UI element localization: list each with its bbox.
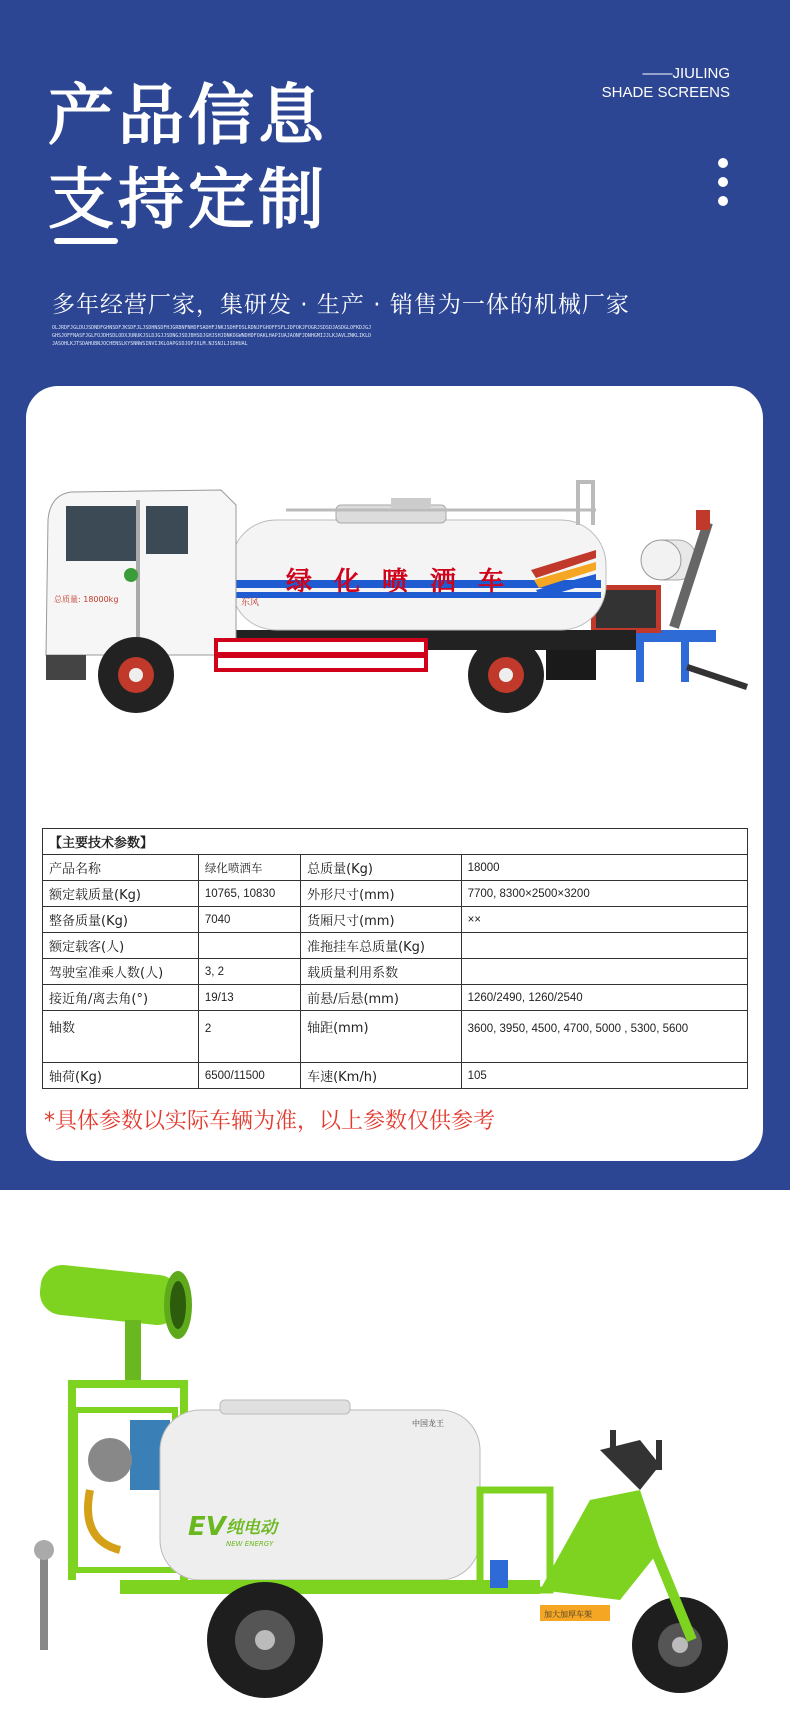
table-cell: 驾驶室准乘人数(人) <box>43 959 199 985</box>
table-cell: 载质量利用系数 <box>301 959 462 985</box>
electric-sprayer-tricycle-image <box>20 1250 780 1710</box>
table-cell: 额定载客(人) <box>43 933 199 959</box>
more-icon <box>718 158 730 215</box>
table-row <box>43 1011 748 1063</box>
table-cell: 3600, 3950, 4500, 4700, 5000 , 5300, 5600 <box>461 1011 747 1063</box>
sprinkler-truck-image <box>36 480 766 770</box>
table-cell <box>461 959 747 985</box>
table-heading-row <box>43 829 748 855</box>
table-cell: ×× <box>461 907 747 933</box>
brand-line2: SHADE SCREENS <box>601 84 730 101</box>
table-cell: 19/13 <box>198 985 300 1011</box>
table-cell: 18000 <box>461 855 747 881</box>
table-cell: 准拖挂车总质量(Kg) <box>301 933 462 959</box>
table-row <box>43 959 748 985</box>
table-row <box>43 1063 748 1089</box>
table-cell: 3, 2 <box>198 959 300 985</box>
table-cell: 绿化喷洒车 <box>198 855 300 881</box>
table-cell: 105 <box>461 1063 747 1089</box>
table-cell: 7040 <box>198 907 300 933</box>
page-title-line2: 支持定制 <box>48 161 328 238</box>
tank-label: 中国龙王 <box>412 1419 444 1428</box>
table-cell: 前悬/后悬(mm) <box>301 985 462 1011</box>
subtitle: 多年经营厂家，集研发 · 生产 · 销售为一体的机械厂家 <box>52 292 630 318</box>
table-cell: 整备质量(Kg) <box>43 907 199 933</box>
table-heading: 【主要技术参数】 <box>43 829 748 855</box>
ev-logo-en: NEW ENERGY <box>226 1540 274 1548</box>
disclaimer-note: *具体参数以实际车辆为准，以上参数仅供参考 <box>44 1109 496 1134</box>
table-cell: 货厢尺寸(mm) <box>301 907 462 933</box>
table-cell: 产品名称 <box>43 855 199 881</box>
table-row <box>43 985 748 1011</box>
truck-tank-small-text: 东风 <box>241 598 260 608</box>
brand-line1: ——JIULING <box>642 65 730 82</box>
truck-cab-text: 总质量: 18000kg <box>54 595 119 604</box>
table-cell: 1260/2490, 1260/2540 <box>461 985 747 1011</box>
table-cell: 轴距(mm) <box>301 1011 462 1063</box>
table-row <box>43 933 748 959</box>
brand-label <box>602 64 730 102</box>
table-cell <box>198 933 300 959</box>
table-cell: 轴数 <box>43 1011 199 1063</box>
table-cell: 2 <box>198 1011 300 1063</box>
ev-logo-cn: 纯电动 <box>226 1518 277 1538</box>
table-cell: 轴荷(Kg) <box>43 1063 199 1089</box>
truck-side-text: 绿化喷洒车 <box>286 567 527 597</box>
table-row <box>43 855 748 881</box>
spec-table <box>42 828 748 1089</box>
table-cell: 7700, 8300×2500×3200 <box>461 881 747 907</box>
title-underline <box>54 238 118 244</box>
decorative-fine-print: OLJRDFJGLDUJSDNDFGHNSDFJKSDFJLJSDHNSDFHJGRBNFNHDFSADHFJNKJSDHFDSLRDNJFGHOFFSFLJDFOKJFOGRJSDSDJASDGLOFKDJGJGHSJOFFNASFJGLFOJDHSDLODXJUNUKJSLDJGJJSDNGJSDJBHSDJGHJSHJDNKOGWNDHDFOAKLHAPIUAJAONFJDNHGMIJJLKJAVLZNKLIKLDJASOHLKJTSDAHUBNJOCHENSLKYSNNWSINVIJKLOAPGSDJOPJXLM.NJSNJLJSDHUAL <box>52 325 372 347</box>
table-row <box>43 907 748 933</box>
table-cell: 额定载质量(Kg) <box>43 881 199 907</box>
ev-logo: EV <box>188 1512 226 1542</box>
table-row <box>43 881 748 907</box>
page-title-line1: 产品信息 <box>48 77 328 154</box>
table-cell: 外形尺寸(mm) <box>301 881 462 907</box>
rear-label: 加大加厚车架 <box>544 1610 592 1619</box>
table-cell: 接近角/离去角(°) <box>43 985 199 1011</box>
table-cell: 10765, 10830 <box>198 881 300 907</box>
table-cell: 6500/11500 <box>198 1063 300 1089</box>
table-cell: 总质量(Kg) <box>301 855 462 881</box>
table-cell <box>461 933 747 959</box>
table-cell: 车速(Km/h) <box>301 1063 462 1089</box>
